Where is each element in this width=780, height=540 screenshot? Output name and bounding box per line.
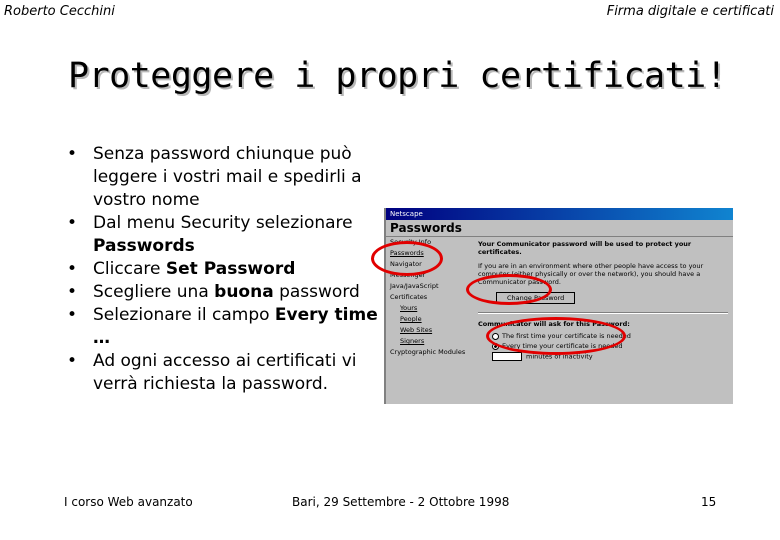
window-title-bar: Netscape [386, 208, 733, 220]
netscape-passwords-screenshot [384, 208, 733, 404]
nav-cryptographic-modules: Cryptographic Modules [390, 348, 466, 356]
highlight-passwords-circle [371, 241, 443, 276]
footer-course: I corso Web avanzato [64, 495, 193, 509]
nav-security-info: Security Info [390, 238, 432, 246]
panel-intro: Your Communicator password will be used to protect your certificates. [478, 240, 692, 256]
nav-signers: Signers [400, 337, 425, 345]
nav-certificates: Certificates [390, 293, 428, 301]
header-author: Roberto Cecchini [4, 4, 115, 19]
highlight-option-circle [486, 317, 626, 355]
nav-navigator: Navigator [390, 260, 422, 268]
highlight-button-circle [466, 274, 552, 305]
bullet-item: • Cliccare Set Password [64, 258, 384, 281]
change-password-button: Change Password [496, 292, 575, 304]
bullet-emphasis: Passwords [93, 236, 195, 256]
nav-people: People [400, 315, 422, 323]
bullet-item: • Senza password chiunque può leggere i vostri mail e spedirli a vostro nome [64, 143, 384, 212]
nav-messenger: Messenger [390, 271, 426, 279]
option-first-time: The first time your certificate is needed [492, 332, 728, 340]
slide-title: Proteggere i propri certificati! [68, 56, 727, 96]
bullet-emphasis: Set Password [165, 259, 296, 279]
panel-divider [478, 312, 728, 314]
panel-heading: Passwords [386, 220, 733, 237]
footer-place-date: Bari, 29 Settembre - 2 Ottobre 1998 [292, 495, 510, 509]
bullet-item: • Scegliere una buona password [64, 281, 384, 304]
nav-yours: Yours [400, 304, 418, 312]
bullet-emphasis: buona [214, 282, 274, 302]
bullet-item: • Dal menu Security selezionare Passwords [64, 212, 384, 258]
minutes-field [492, 352, 522, 361]
ask-heading: Communicator will ask for this Password: [478, 320, 630, 328]
bullet-list [64, 143, 384, 396]
option-inactivity: minutes of inactivity [478, 352, 728, 361]
page-number: 15 [701, 495, 717, 509]
header-topic: Firma digitale e certificati [606, 4, 774, 19]
nav-java: Java/JavaScript [390, 282, 439, 290]
bullet-item: • Selezionare il campo Every time … [64, 304, 384, 350]
bullet-emphasis: Every time … [93, 305, 378, 348]
nav-web-sites: Web Sites [400, 326, 433, 334]
nav-passwords: Passwords [390, 249, 424, 257]
bullet-item: • Ad ogni accesso ai certificati vi verrà richiesta la password. [64, 350, 384, 396]
panel-body: If you are in an environment where other people have access to your computer (either physically or over the network), you should have a Communicator password. [478, 262, 704, 286]
option-every-time: Every time your certificate is needed [492, 342, 728, 350]
